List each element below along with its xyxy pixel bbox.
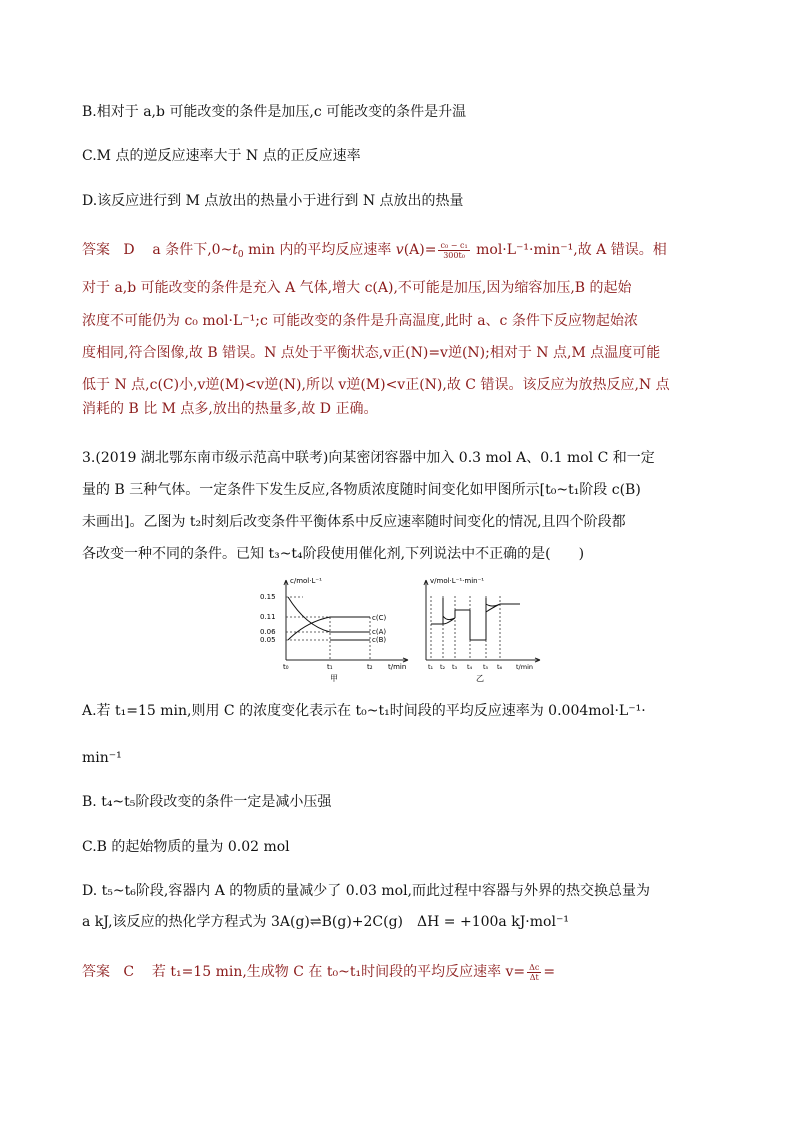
caption-yi: 乙 xyxy=(476,674,484,683)
answer-prev-line-1: 答案 D a 条件下$,0\sim t_0$ min 内的平均反应速率 v(A)= $\frac{\text{c₀ − c₁}}{\text{300t₀}}$ mol·L⁻¹·min⁻¹,故 A 错误。相 xyxy=(82,240,667,260)
answer-prev-line-3: 浓度不可能仍为 c₀ mol·L⁻¹;c 可能改变的条件是升高温度,此时 a、c 条件下反应物起始浓 xyxy=(82,313,638,329)
answer-text: a 条件下,0 xyxy=(152,242,221,258)
option-a-line-2: min⁻¹ xyxy=(82,750,122,766)
label-cc: c(C) xyxy=(372,614,387,622)
fraction-numerator: c₀ − c₁ xyxy=(440,240,468,250)
axis-arrows xyxy=(284,580,408,662)
jia-xlabel: t/min xyxy=(388,663,407,671)
question-line-4: 各改变一种不同的条件。已知 t₃~t₄阶段使用催化剂,下列说法中不正确的是( ) xyxy=(82,546,585,562)
answer-choice: D xyxy=(123,242,135,258)
xtick-yi-t2: t₂ xyxy=(440,663,446,671)
option-a-line-1: A.若 t₁=15 min,则用 C 的浓度变化表示在 t₀~t₁时间段的平均反应速率为 0.004mol·L⁻¹· xyxy=(82,703,646,719)
graphs-svg xyxy=(258,574,548,684)
figure-graphs xyxy=(258,574,548,688)
question-line-1: 3.(2019 湖北鄂东南市级示范高中联考)向某密闭容器中加入 0.3 mol A、0.1 mol C 和一定 xyxy=(82,450,655,466)
yi-xlabel: t/min xyxy=(516,663,533,671)
answer-prev-line-6: 消耗的 B 比 M 点多,放出的热量多,故 D 正确。 xyxy=(82,401,378,417)
ytick-015: 0.15 xyxy=(260,593,276,601)
option-c: C.B 的起始物质的量为 0.02 mol xyxy=(82,839,290,855)
ytick-006: 0.06 xyxy=(260,628,276,636)
fraction-numerator: Δc xyxy=(529,962,540,972)
answer-label: 答案 xyxy=(82,964,110,980)
xtick-yi-t1: t₁ xyxy=(428,663,434,671)
question-line-3: 未画出]。乙图为 t₂时刻后改变条件平衡体系中反应速率随时间变化的情况,且四个阶段都 xyxy=(82,514,626,530)
label-ca: c(A) xyxy=(372,628,387,636)
xtick-yi-t3: t₃ xyxy=(452,663,458,671)
fraction-denominator: Δt xyxy=(529,972,539,982)
option-d-line-1: D. t₅~t₆阶段,容器内 A 的物质的量减少了 0.03 mol,而此过程中容器与外界的热交换总量为 xyxy=(82,883,650,899)
option-b-prev: B.相对于 a,b 可能改变的条件是加压,c 可能改变的条件是升温 xyxy=(82,104,467,120)
option-d-prev: D.该反应进行到 M 点放出的热量小于进行到 N 点放出的热量 xyxy=(82,193,464,209)
label-cb: c(B) xyxy=(372,636,387,644)
xtick-t2: t₂ xyxy=(367,663,373,671)
xtick-yi-t5: t₅ xyxy=(483,663,489,671)
option-c-prev: C.M 点的逆反应速率大于 N 点的正反应速率 xyxy=(82,148,361,164)
rate-curve-3 xyxy=(470,610,486,640)
jia-ylabel: c/mol·L⁻¹ xyxy=(290,577,322,585)
curve-c xyxy=(288,617,370,640)
fraction xyxy=(438,241,469,260)
answer-text: mol·L⁻¹·min⁻¹,故 A 错误。相 xyxy=(476,242,667,258)
rate-curve-1 xyxy=(431,598,455,624)
rate-curve-2 xyxy=(455,610,470,618)
ytick-005: 0.05 xyxy=(260,636,276,644)
answer-text: 若 t₁=15 min,生成物 C 在 t₀~t₁时间段的平均反应速率 v= xyxy=(151,964,526,980)
yi-ylabel: v/mol·L⁻¹·min⁻¹ xyxy=(430,577,485,585)
fraction xyxy=(527,963,541,982)
question-line-2: 量的 B 三种气体。一定条件下发生反应,各物质浓度随时间变化如甲图所示[t₀~t₁阶段 c(B) xyxy=(82,482,641,498)
xtick-yi-t6: t₆ xyxy=(497,663,503,671)
ytick-011: 0.11 xyxy=(260,613,276,621)
xtick-t0: t₀ xyxy=(283,663,289,671)
answer-label: 答案 xyxy=(82,242,110,258)
answer-prev-line-4: 度相同,符合图像,故 B 错误。N 点处于平衡状态,v正(N)=v逆(N);相对于 N 点,M 点温度可能 xyxy=(82,345,661,361)
chart-jia xyxy=(260,577,408,683)
xtick-yi-t4: t₄ xyxy=(467,663,473,671)
answer-prev-line-5: 低于 N 点,c(C)小,v逆(M)<v逆(N),所以 v逆(M)<v正(N),故 C 错误。该反应为放热反应,N 点 xyxy=(82,377,670,393)
answer-choice: C xyxy=(123,964,135,980)
answer-tail: = xyxy=(543,964,556,980)
answer-prev-line-2: 对于 a,b 可能改变的条件是充入 A 气体,增大 c(A),不可能是加压,因为缩容加压,B 的起始 xyxy=(82,280,632,296)
caption-jia: 甲 xyxy=(330,674,338,683)
rate-curve-4 xyxy=(486,598,520,640)
chart-yi xyxy=(424,577,540,683)
option-d-line-2: a kJ,该反应的热化学方程式为 3A(g)⇌B(g)+2C(g) ΔH = +100a kJ·mol⁻¹ xyxy=(82,914,569,930)
xtick-t1: t₁ xyxy=(327,663,333,671)
answer-line xyxy=(82,962,555,982)
curve-a xyxy=(288,597,370,632)
option-b: B. t₄~t₅阶段改变的条件一定是减小压强 xyxy=(82,794,332,810)
fraction-denominator: 300t₀ xyxy=(443,250,465,260)
answer-text: min 内的平均反应速率 xyxy=(248,242,392,258)
axis-arrows xyxy=(424,580,540,662)
